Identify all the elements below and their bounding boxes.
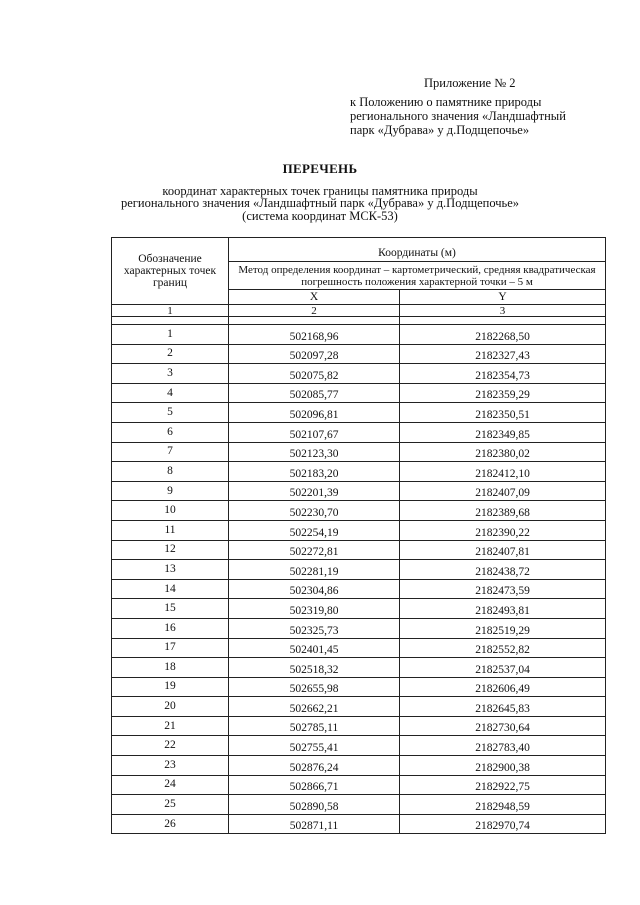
point-number: 26 (112, 814, 229, 834)
y-coordinate: 2182730,64 (400, 716, 606, 736)
x-coordinate: 502518,32 (229, 658, 400, 678)
y-coordinate: 2182407,81 (400, 540, 606, 560)
spacer-cell (400, 317, 606, 325)
y-coordinate: 2182268,50 (400, 325, 606, 345)
x-coordinate: 502319,80 (229, 599, 400, 619)
header-y: Y (400, 290, 606, 305)
point-number: 19 (112, 677, 229, 697)
y-coordinate: 2182900,38 (400, 756, 606, 776)
x-coordinate: 502254,19 (229, 520, 400, 540)
point-number: 23 (112, 756, 229, 776)
x-coordinate: 502272,81 (229, 540, 400, 560)
appendix-line: регионального значения «Ландшафтный (350, 109, 566, 123)
y-coordinate: 2182606,49 (400, 677, 606, 697)
point-number: 12 (112, 540, 229, 560)
y-coordinate: 2182493,81 (400, 599, 606, 619)
table-row (112, 599, 606, 619)
spacer-cell (229, 317, 400, 325)
x-coordinate: 502876,24 (229, 756, 400, 776)
table-row (112, 677, 606, 697)
table-row (112, 501, 606, 521)
point-number: 20 (112, 697, 229, 717)
table-row (112, 697, 606, 717)
x-coordinate: 502230,70 (229, 501, 400, 521)
table-row (112, 364, 606, 384)
y-coordinate: 2182389,68 (400, 501, 606, 521)
x-coordinate: 502281,19 (229, 560, 400, 580)
x-coordinate: 502201,39 (229, 481, 400, 501)
y-coordinate: 2182783,40 (400, 736, 606, 756)
appendix-line: к Положению о памятнике природы (350, 95, 542, 109)
point-number: 15 (112, 599, 229, 619)
y-coordinate: 2182359,29 (400, 383, 606, 403)
index-cell: 3 (400, 305, 606, 317)
point-number: 16 (112, 618, 229, 638)
table-row (112, 814, 606, 834)
table-row (112, 795, 606, 815)
index-cell: 1 (112, 305, 229, 317)
y-coordinate: 2182519,29 (400, 618, 606, 638)
table-row (112, 618, 606, 638)
title-line: координат характерных точек границы памятника природы (162, 183, 478, 198)
point-number: 14 (112, 579, 229, 599)
index-cell: 2 (229, 305, 400, 317)
y-coordinate: 2182922,75 (400, 775, 606, 795)
table-row (112, 638, 606, 658)
y-coordinate: 2182948,59 (400, 795, 606, 815)
document-title (95, 163, 545, 222)
header-coordinates: Координаты (м) (229, 238, 606, 262)
table-row (112, 325, 606, 345)
point-number: 25 (112, 795, 229, 815)
title-line: регионального значения «Ландшафтный парк «Дубрава» у д.Подщепочье» (120, 196, 520, 210)
point-number: 21 (112, 716, 229, 736)
x-coordinate: 502755,41 (229, 736, 400, 756)
point-number: 24 (112, 775, 229, 795)
table-row (112, 540, 606, 560)
y-coordinate: 2182407,09 (400, 481, 606, 501)
point-number: 6 (112, 422, 229, 442)
header-x: X (229, 290, 400, 305)
table-row (112, 383, 606, 403)
x-coordinate: 502325,73 (229, 618, 400, 638)
y-coordinate: 2182970,74 (400, 814, 606, 834)
point-number: 8 (112, 462, 229, 482)
y-coordinate: 2182412,10 (400, 462, 606, 482)
appendix-block (350, 76, 620, 137)
point-number: 11 (112, 520, 229, 540)
point-number: 22 (112, 736, 229, 756)
y-coordinate: 2182327,43 (400, 344, 606, 364)
y-coordinate: 2182349,85 (400, 422, 606, 442)
x-coordinate: 502785,11 (229, 716, 400, 736)
table-row (112, 422, 606, 442)
table-row (112, 579, 606, 599)
x-coordinate: 502075,82 (229, 364, 400, 384)
x-coordinate: 502304,86 (229, 579, 400, 599)
x-coordinate: 502096,81 (229, 403, 400, 423)
x-coordinate: 502085,77 (229, 383, 400, 403)
point-number: 10 (112, 501, 229, 521)
x-coordinate: 502655,98 (229, 677, 400, 697)
table-row (112, 716, 606, 736)
point-number: 4 (112, 383, 229, 403)
table-row (112, 756, 606, 776)
y-coordinate: 2182552,82 (400, 638, 606, 658)
coordinates-table (111, 237, 606, 834)
x-coordinate: 502097,28 (229, 344, 400, 364)
x-coordinate: 502401,45 (229, 638, 400, 658)
y-coordinate: 2182380,02 (400, 442, 606, 462)
table-row (112, 520, 606, 540)
table-row (112, 658, 606, 678)
title-heading: ПЕРЕЧЕНЬ (282, 161, 358, 176)
point-number: 13 (112, 560, 229, 580)
x-coordinate: 502123,30 (229, 442, 400, 462)
appendix-number: Приложение № 2 (424, 76, 516, 90)
table-row (112, 344, 606, 364)
y-coordinate: 2182390,22 (400, 520, 606, 540)
x-coordinate: 502890,58 (229, 795, 400, 815)
point-number: 2 (112, 344, 229, 364)
point-number: 17 (112, 638, 229, 658)
point-number: 18 (112, 658, 229, 678)
table-row (112, 462, 606, 482)
x-coordinate: 502107,67 (229, 422, 400, 442)
spacer-row (112, 317, 606, 325)
x-coordinate: 502183,20 (229, 462, 400, 482)
point-number: 1 (112, 325, 229, 345)
y-coordinate: 2182354,73 (400, 364, 606, 384)
point-number: 7 (112, 442, 229, 462)
y-coordinate: 2182350,51 (400, 403, 606, 423)
y-coordinate: 2182438,72 (400, 560, 606, 580)
table-row (112, 736, 606, 756)
header-method: Метод определения координат – картометрический, средняя квадратическая погрешность положения характерной точки – 5 м (229, 262, 606, 290)
table-row (112, 442, 606, 462)
x-coordinate: 502866,71 (229, 775, 400, 795)
point-number: 9 (112, 481, 229, 501)
header-point-label: Обозначение характерных точек границ (112, 238, 229, 305)
y-coordinate: 2182473,59 (400, 579, 606, 599)
y-coordinate: 2182645,83 (400, 697, 606, 717)
appendix-line: парк «Дубрава» у д.Подщепочье» (350, 123, 530, 137)
table-row (112, 560, 606, 580)
x-coordinate: 502871,11 (229, 814, 400, 834)
spacer-cell (112, 317, 229, 325)
x-coordinate: 502168,96 (229, 325, 400, 345)
point-number: 5 (112, 403, 229, 423)
title-line: (система координат МСК-53) (242, 208, 398, 223)
x-coordinate: 502662,21 (229, 697, 400, 717)
table-row (112, 403, 606, 423)
table-row (112, 481, 606, 501)
y-coordinate: 2182537,04 (400, 658, 606, 678)
point-number: 3 (112, 364, 229, 384)
table-row (112, 775, 606, 795)
